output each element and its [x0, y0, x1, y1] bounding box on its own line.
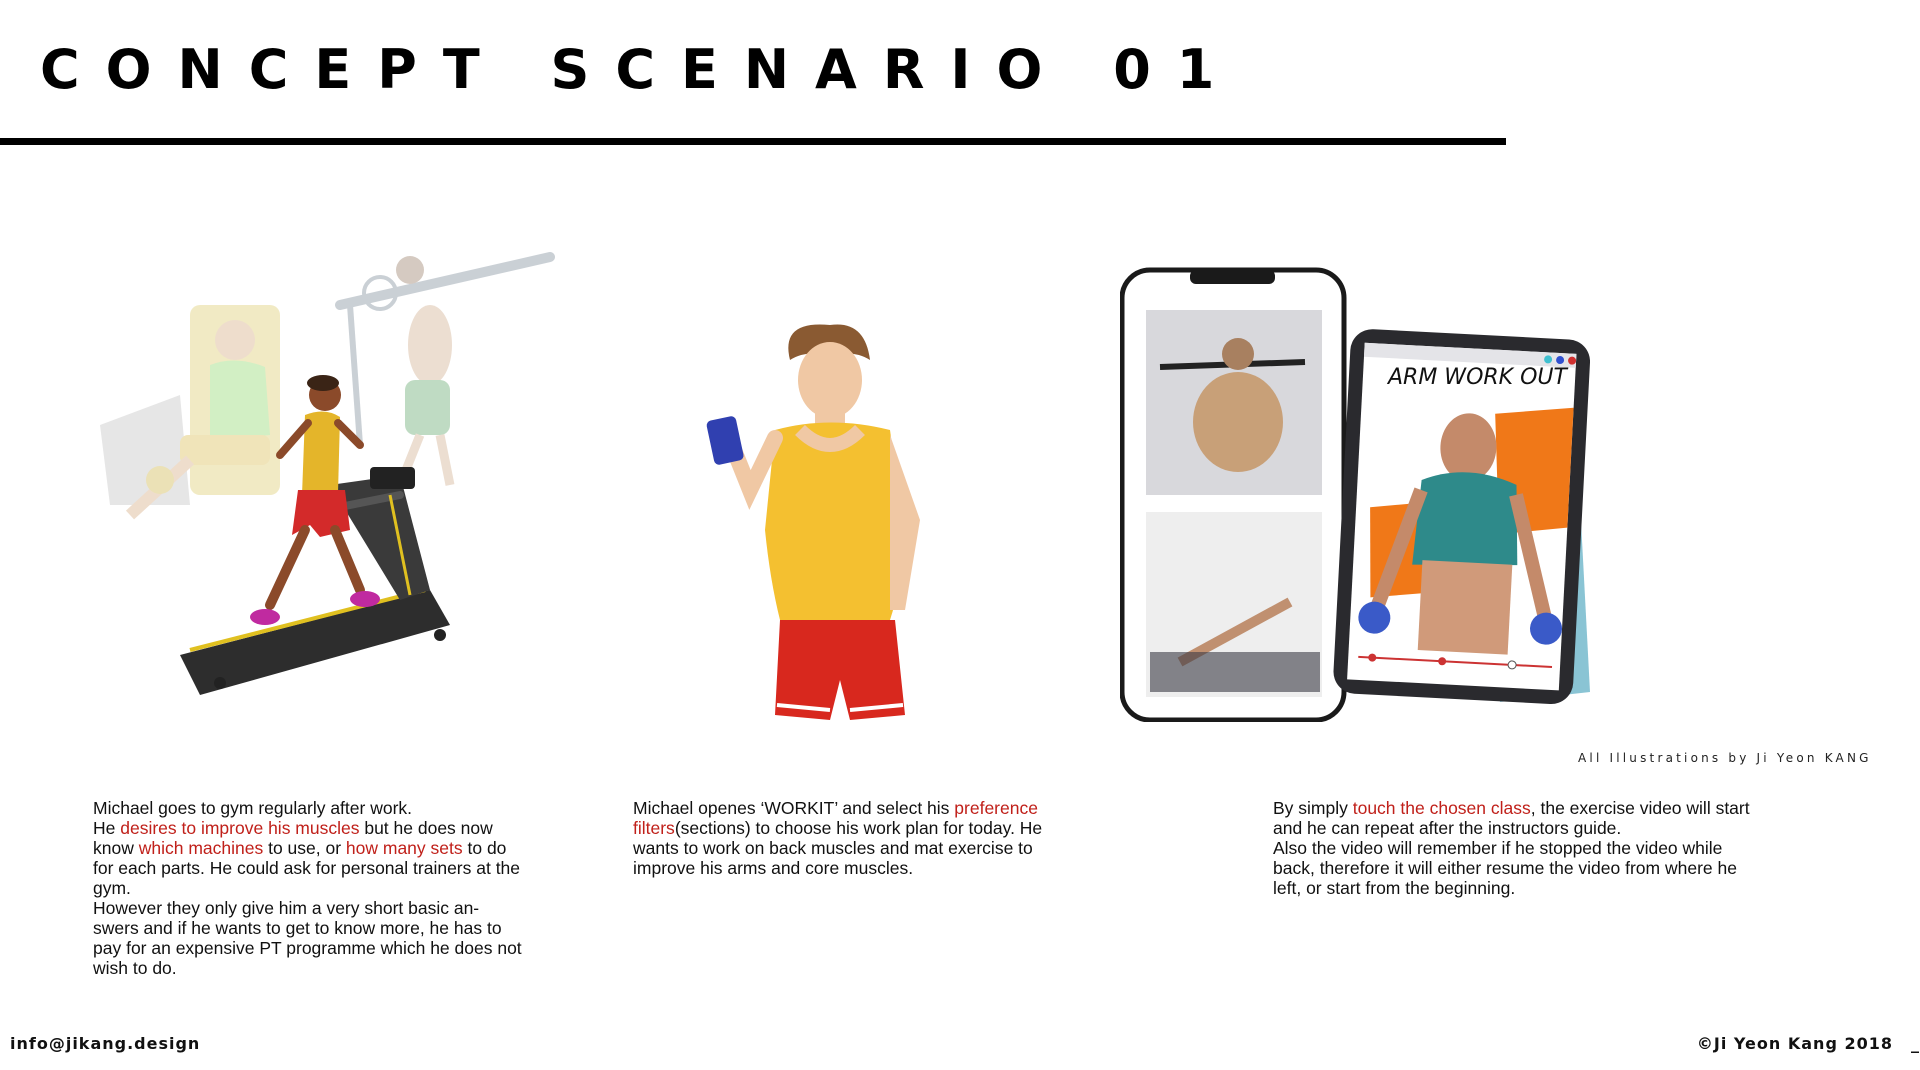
- scenario-3-paragraph-1: By simply touch the chosen class, the exercise video will start and he can repeat after the instructors guide.: [1273, 798, 1750, 838]
- tablet-video-title: ARM WORK OUT: [1388, 365, 1567, 390]
- man-with-phone-illustration: [690, 320, 960, 730]
- copyright-text: ©Ji Yeon Kang 2018: [1696, 1034, 1893, 1053]
- highlight-preference-filters: preference filters: [633, 798, 1038, 838]
- highlight-touch-class: touch the chosen class: [1352, 798, 1531, 818]
- title-underline: [0, 138, 1506, 145]
- scenario-text-1: [93, 798, 523, 978]
- copyright: [1697, 1034, 1920, 1053]
- illustration-credit: All Illustrations by Ji Yeon KANG: [1578, 751, 1872, 765]
- highlight-desires: desires to improve his muscles: [120, 818, 360, 838]
- highlight-which-machines: which machines: [138, 838, 264, 858]
- scenario-1-paragraph-2: He desires to improve his muscles but he does now know which machines to use, or how many sets to do for each parts. He could ask for personal trainers at the gym.: [93, 818, 521, 898]
- phone-and-tablet-illustration: [1120, 262, 1590, 722]
- scenario-text-2: [633, 798, 1063, 878]
- scenario-3-paragraph-2: Also the video will remember if he stopped the video while back, therefore it will either resume the video from where he left, or start from the beginning.: [1273, 838, 1737, 898]
- scenario-1-paragraph-3: However they only give him a very short basic an-swers and if he wants to get to know more, he has to pay for an expensive PT programme which he does not wish to do.: [93, 898, 522, 978]
- page-title: CONCEPT SCENARIO 01: [40, 38, 1241, 101]
- contact-email[interactable]: info@jikang.design: [10, 1034, 201, 1053]
- highlight-how-many-sets: how many sets: [345, 838, 463, 858]
- scenario-text-3: [1273, 798, 1753, 898]
- scenario-2-paragraph: Michael openes ‘WORKIT’ and select his preference filters(sections) to choose his work plan for today. He wants to work on back muscles and mat exercise to improve his arms and core muscles.: [633, 798, 1043, 878]
- end-mark: _: [1911, 1034, 1920, 1053]
- gym-scene-illustration: [70, 245, 560, 695]
- scenario-1-line-1: Michael goes to gym regularly after work.: [93, 798, 413, 818]
